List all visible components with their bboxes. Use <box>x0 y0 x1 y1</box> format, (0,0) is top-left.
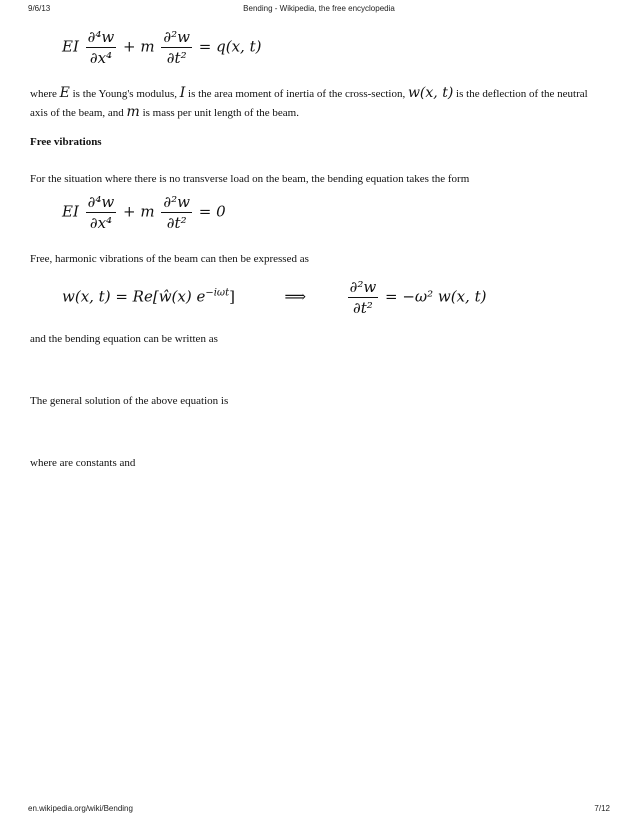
section-heading: Free vibrations <box>30 136 102 148</box>
page-number: 7/12 <box>594 804 610 813</box>
print-header <box>0 4 638 18</box>
fraction: $\frac{\text{∂²w}}{\text{∂t²}}$ <box>163 193 190 232</box>
definitions-paragraph: where E is the Young's modulus, I is the area moment of inertia of the cross-section, w(x, t) is the deflection of the neutral axis of the beam, and m is mass per unit length of the beam. <box>30 85 588 120</box>
paragraph: where are constants and <box>30 457 136 469</box>
paragraph: For the situation where there is no transverse load on the beam, the bending equation takes the form <box>30 173 470 185</box>
harmonic-equation: w(x, t) = Re[ŵ(x) $e^{-i\omega t}$] ⟹ $\frac{\text{∂²w}}{\text{∂t²}}$ = −ω² w(x, t) <box>62 278 487 317</box>
fraction: $\frac{\text{∂²w}}{\text{∂t²}}$ <box>349 278 377 317</box>
print-url: en.wikipedia.org/wiki/Bending <box>28 804 133 813</box>
print-date: 9/6/13 <box>28 4 51 13</box>
beam-equation: EI $\frac{\text{∂⁴w}}{\text{∂x⁴}}$ + m $\frac{\text{∂²w}}{\text{∂t²}}$ = q(x, t) <box>62 28 262 67</box>
print-title: Bending - Wikipedia, the free encyclopedia <box>243 4 395 13</box>
paragraph: The general solution of the above equation is <box>30 395 229 407</box>
paragraph: and the bending equation can be written as <box>30 333 218 345</box>
paragraph: Free, harmonic vibrations of the beam can then be expressed as <box>30 253 309 265</box>
fraction: $\frac{\text{∂⁴w}}{\text{∂x⁴}}$ <box>87 28 115 67</box>
fraction: $\frac{\text{∂⁴w}}{\text{∂x⁴}}$ <box>87 193 115 232</box>
print-footer <box>0 804 638 818</box>
fraction: $\frac{\text{∂²w}}{\text{∂t²}}$ <box>163 28 190 67</box>
free-equation: EI $\frac{\text{∂⁴w}}{\text{∂x⁴}}$ + m $\frac{\text{∂²w}}{\text{∂t²}}$ = 0 <box>62 193 226 232</box>
